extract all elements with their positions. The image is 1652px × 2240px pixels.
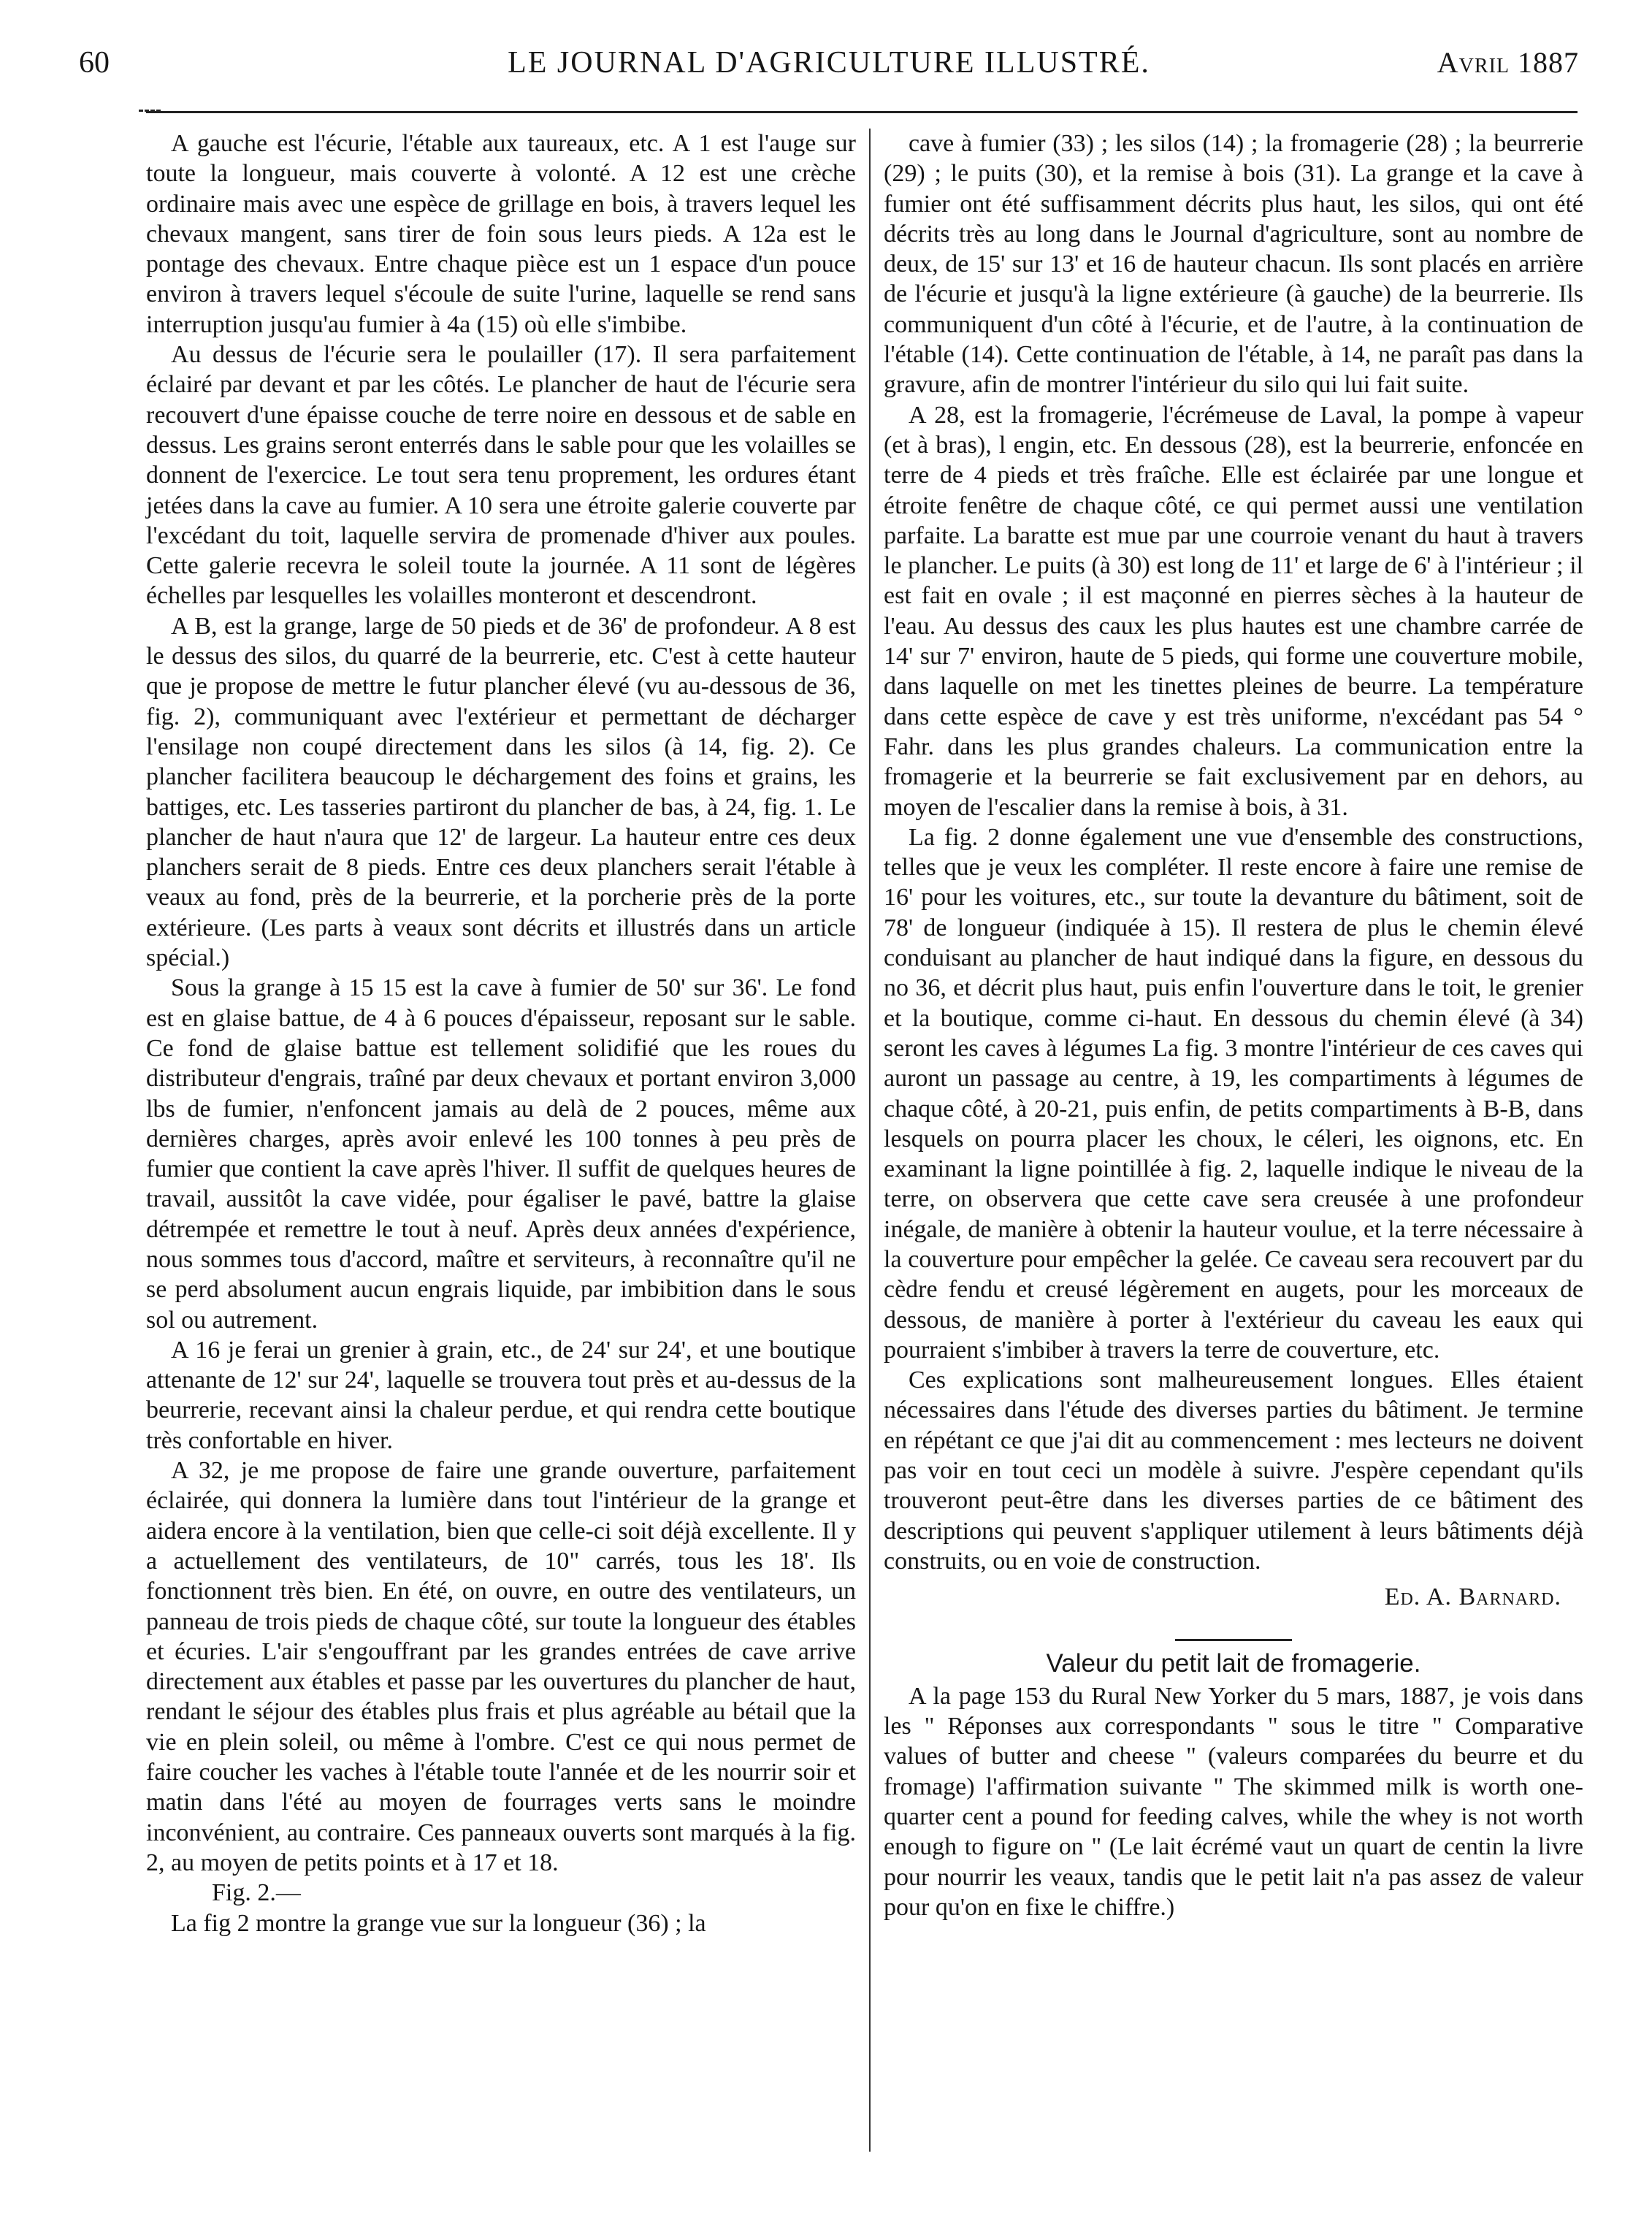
paragraph: A 16 je ferai un grenier à grain, etc., de 24' sur 24', et une boutique attenante de 12' sur 24', laquelle se trouvera tout près et au-dessus de la beurrerie, recevant ainsi la chaleur perdue, et qui rendra cette boutique très confortable en hiver. xyxy=(146,1336,856,1454)
paragraph: cave à fumier (33) ; les silos (14) ; la fromagerie (28) ; la beurrerie (29) ; le puits (30), et la remise à bois (31). La grange et la cave à fumier ont été suffisamment décrits plus haut, les silos, qui ont été décrits très au long dans le Journal d'agriculture, sont au nombre de deux, de 15' sur 13' et 16 de hauteur chacun. Ils sont placés en arrière de l'écurie et jusqu'à la ligne extérieure (à gauche) de la beurrerie. Ils communiquent d'un côté à l'écurie, et de l'autre, à la continuation de l'étable (14). Cette continuation de l'étable, à 14, ne paraît pas dans la gravure, afin de montrer l'intérieur du silo qui lui fait suite. xyxy=(884,130,1583,399)
issue-date: Avril 1887 xyxy=(1437,46,1579,79)
header-rule xyxy=(146,111,1578,113)
paragraph: A la page 153 du Rural New Yorker du 5 mars, 1887, je vois dans les " Réponses aux correspondants " sous le titre " Comparative values of butter and cheese " (valeurs comparées du beurre et du fromage) l'affirmation suivante " The skimmed milk is worth one-quarter cent a pound for feeding calves, while the whey is not worth enough to figure on " (Le lait écrémé vaut un quart de centin la livre pour nourrir les veaux, tandis que le petit lait n'a pas assez de valeur pour qu'on en fixe le chiffre.) xyxy=(884,1682,1583,1921)
paragraph: A gauche est l'écurie, l'étable aux taureaux, etc. A 1 est l'auge sur toute la longueur, mais couverte à volonté. A 12 est une crèche ordinaire mais avec une espèce de grillage en bois, à travers lequel les chevaux mangent, sans tirer de foin sous leurs pieds. A 12a est le pontage des chevaux. Entre chaque pièce est un 1 espace d'un pouce environ à travers lequel s'écoule de suite l'urine, laquelle se rend sans interruption jusqu'au fumier à 4a (15) où elle s'imbibe. xyxy=(146,130,856,338)
paragraph: La fig. 2 donne également une vue d'ensemble des constructions, telles que je veux les compléter. Il reste encore à faire une remise de 16' pour les voitures, etc., sur toute la devanture du bâtiment, soit de 78' de longueur (indiquée à 15). Il restera de plus le chemin élevé conduisant au plancher de haut indiqué dans la figure, en dessous du no 36, et décrit plus haut, puis enfin l'ouverture dans le toit, le grenier et la boutique, comme ci-haut. En dessous du chemin élevé (à 34) seront les caves à légumes La fig. 3 montre l'intérieur de ces caves qui auront un passage au centre, à 19, les compartiments à légumes de chaque côté, à 20-21, puis enfin, de petits compartiments à B-B, dans lesquels on pourra placer les choux, le céleri, les oignons, etc. En examinant la ligne pointillée à fig. 2, laquelle indique le niveau de la terre, on observera que cette cave sera creusée à une profondeur inégale, de manière à obtenir la hauteur voulue, et la terre nécessaire à la couverture pour empêcher la gelée. Ce caveau sera recouvert par du cèdre fendu et creusé légèrement en augets, pour les morceaux de dessous, de manière à porter à l'extérieur du caveau les eaux qui pourraient s'imbiber à travers la terre de couverture, etc. xyxy=(884,823,1583,1364)
paragraph: Au dessus de l'écurie sera le poulailler (17). Il sera parfaitement éclairé par devant et par les côtés. Le plancher de haut de l'écurie sera recouvert d'une épaisse couche de terre noire en dessous et de sable en dessus. Les grains seront enterrés dans le sable pour que les volailles se donnent de l'exercice. Le tout sera tenu proprement, les ordures étant jetées dans la cave au fumier. A 10 sera une étroite galerie couverte par l'excédant du toit, laquelle servira de promenade d'hiver aux poules. Cette galerie recevra le soleil toute la journée. A 11 sont de légères échelles par lesquelles les volailles monteront et descendront. xyxy=(146,341,856,610)
section-divider xyxy=(1175,1639,1292,1641)
right-column xyxy=(884,129,1583,1922)
page-header xyxy=(79,45,1579,89)
paragraph: Sous la grange à 15 15 est la cave à fumier de 50' sur 36'. Le fond est en glaise battue, de 4 à 6 pouces d'épaisseur, reposant sur le sable. Ce fond de glaise battue est tellement solidifié que les roues du distributeur d'engrais, traîné par deux chevaux et portant environ 3,000 lbs de fumier, n'enfoncent jamais au delà de 2 pouces, même aux dernières charges, après avoir enlevé les 100 tonnes à peu près de fumier que contient la cave après l'hiver. Il suffit de quelques heures de travail, aussitôt la cave vidée, pour égaliser le pavé, battre la glaise détrempée et remettre le tout à neuf. Après deux années d'expérience, nous sommes tous d'accord, maître et serviteurs, à reconnaître qu'il ne se perd absolument aucun engrais liquide, par imbibition dans le sous sol ou autrement. xyxy=(146,974,856,1334)
paragraph: A 28, est la fromagerie, l'écrémeuse de Laval, la pompe à vapeur (et à bras), l engin, etc. En dessous (28), est la beurrerie, enfoncée en terre de 4 pieds et très fraîche. Elle est éclairée par une longue et étroite fenêtre de chaque côté, ce qui permet aussi une ventilation parfaite. La baratte est mue par une courroie venant du haut à travers le plancher. Le puits (à 30) est long de 11' et large de 6' à l'intérieur ; il est fait en ovale ; il est maçonné en pierres sèches à la hauteur de l'eau. Au dessus des caux les plus hautes est une chambre carrée de 14' sur 7' environ, haute de 5 pieds, qui forme une couverture mobile, dans laquelle on met les tinettes pleines de beurre. La température dans cette espèce de cave y est très uniforme, n'excédant pas 54 ° Fahr. dans les plus grandes chaleurs. La communication entre la fromagerie et la beurrerie se fait exclusivement par en dehors, au moyen de l'escalier dans la remise à bois, à 31. xyxy=(884,401,1583,821)
paragraph: Ces explications sont malheureusement longues. Elles étaient nécessaires dans l'étude des diverses parties du bâtiment. Je termine en répétant ce que j'ai dit au commencement : mes lecteurs ne doivent pas voir en tout ceci un modèle à suivre. J'espère cependant qu'ils trouveront peut-être dans les diverses parties de ce bâtiment des descriptions qui peuvent s'appliquer utilement à leurs bâtiments déjà construits, ou en voie de construction. xyxy=(884,1366,1583,1575)
paragraph: A B, est la grange, large de 50 pieds et de 36' de profondeur. A 8 est le dessus des silos, du quarré de la beurrerie, etc. C'est à cette hauteur que je propose de mettre le futur plancher élevé (vu au-dessous de 36, fig. 2), communiquant avec l'extérieur et permettant de décharger l'ensilage non coupé directement dans les silos (à 14, fig. 2). Ce plancher facilitera beaucoup le déchargement des foins et grains, les battiges, etc. Les tasseries partiront du plancher de bas, à 24, fig. 1. Le plancher de haut n'aura que 12' de largeur. La hauteur entre ces deux planchers serait de 8 pieds. Entre ces deux planchers serait l'étable à veaux au fond, près de la beurrerie, et la porcherie près de la porte extérieure. (Les parts à veaux sont décrits et illustrés dans un article spécial.) xyxy=(146,612,856,972)
author-signature: Ed. A. Barnard. xyxy=(1384,1583,1561,1611)
page-number: 60 xyxy=(79,46,110,80)
paragraph: La fig 2 montre la grange vue sur la longueur (36) ; la xyxy=(171,1909,706,1937)
figure-caption: Fig. 2.— xyxy=(212,1879,301,1907)
left-column xyxy=(146,129,856,1938)
section-title: Valeur du petit lait de fromagerie. xyxy=(1046,1648,1421,1678)
paragraph: A 32, je me propose de faire une grande ouverture, parfaitement éclairée, qui donnera la lumière dans tout l'intérieur de la grange et aidera encore à la ventilation, bien que celle-ci soit déjà excellente. Il y a actuellement des ventilateurs, de 10" carrés, tous les 18'. Ils fonctionnent très bien. En été, on ouvre, en outre des ventilateurs, un panneau de trois pieds de chaque côté, sur toute la longueur des étables et écuries. L'air s'engouffrant par les grandes entrées de cave arrive directement aux étables et passe par les ouvertures du plancher de haut, rendant le séjour des étables plus frais et plus agréable au bétail que la vie en plein soleil, ou même à l'ombre. C'est ce qui nous permet de faire coucher les vaches à l'étable toute l'année et de les nourrir soir et matin dans l'été au moyen de fourrages verts sans le moindre inconvénient, au contraire. Ces panneaux ouverts sont marqués à la fig. 2, au moyen de petits points et à 17 et 18. xyxy=(146,1457,856,1876)
column-divider xyxy=(869,129,871,2152)
journal-title: LE JOURNAL D'AGRICULTURE ILLUSTRÉ. xyxy=(508,46,1150,80)
